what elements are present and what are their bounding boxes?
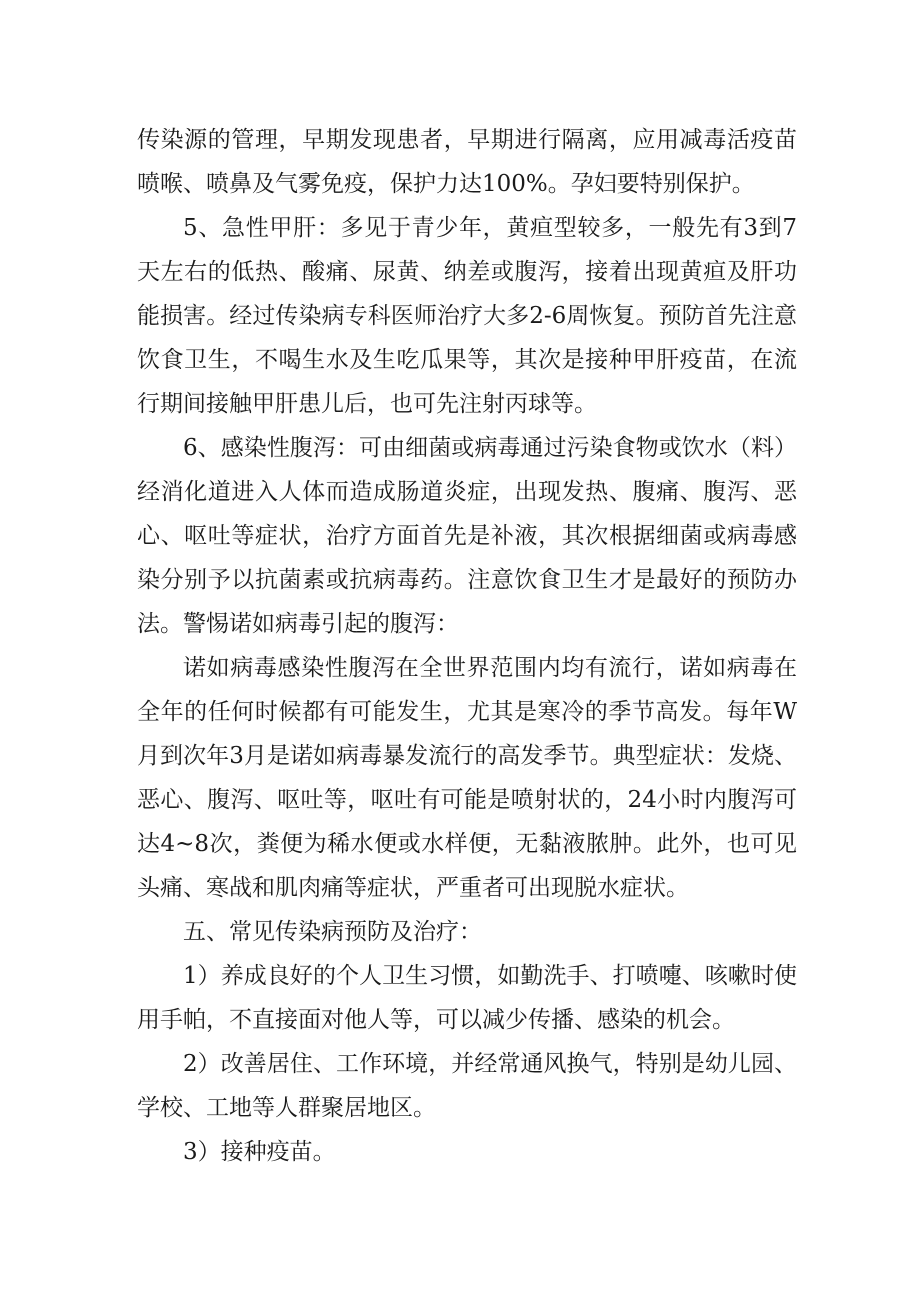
list-item-environment: 2）改善居住、工作环境，并经常通风换气，特别是幼儿园、学校、工地等人群聚居地区。 xyxy=(137,1051,797,1121)
paragraph-continuation: 传染源的管理，早期发现患者，早期进行隔离，应用减毒活疫苗喷喉、喷鼻及气雾免疫，保护力达100%。孕妇要特别保护。 xyxy=(137,127,797,197)
list-item-hygiene: 1）养成良好的个人卫生习惯，如勤洗手、打喷嚏、咳嗽时使用手帕，不直接面对他人等，可以减少传播、感染的机会。 xyxy=(137,963,797,1033)
list-item-vaccination: 3）接种疫苗。 xyxy=(183,1139,336,1165)
document-body xyxy=(137,118,797,1174)
paragraph-norovirus: 诺如病毒感染性腹泻在全世界范围内均有流行，诺如病毒在全年的任何时候都有可能发生，尤其是寒冷的季节高发。每年W月到次年3月是诺如病毒暴发流行的高发季节。典型症状：发烧、恶心、腹泻、呕吐等，呕吐有可能是喷射状的，24小时内腹泻可达4~8次，粪便为稀水便或水样便，无黏液脓肿。此外，也可见头痛、寒战和肌肉痛等症状，严重者可出现脱水症状。 xyxy=(137,655,797,901)
section-heading-prevention: 五、常见传染病预防及治疗： xyxy=(183,919,482,945)
paragraph-acute-hepatitis-a: 5、急性甲肝：多见于青少年，黄疸型较多，一般先有3到7天左右的低热、酸痛、尿黄、纳差或腹泻，接着出现黄疸及肝功能损害。经过传染病专科医师治疗大多2-6周恢复。预防首先注意饮食卫生，不喝生水及生吃瓜果等，其次是接种甲肝疫苗，在流行期间接触甲肝患儿后，也可先注射丙球等。 xyxy=(137,215,797,417)
paragraph-infectious-diarrhea: 6、感染性腹泻：可由细菌或病毒通过污染食物或饮水（料）经消化道进入人体而造成肠道炎症，出现发热、腹痛、腹泻、恶心、呕吐等症状，治疗方面首先是补液，其次根据细菌或病毒感染分别予以抗菌素或抗病毒药。注意饮食卫生才是最好的预防办法。警惕诺如病毒引起的腹泻： xyxy=(137,435,797,637)
